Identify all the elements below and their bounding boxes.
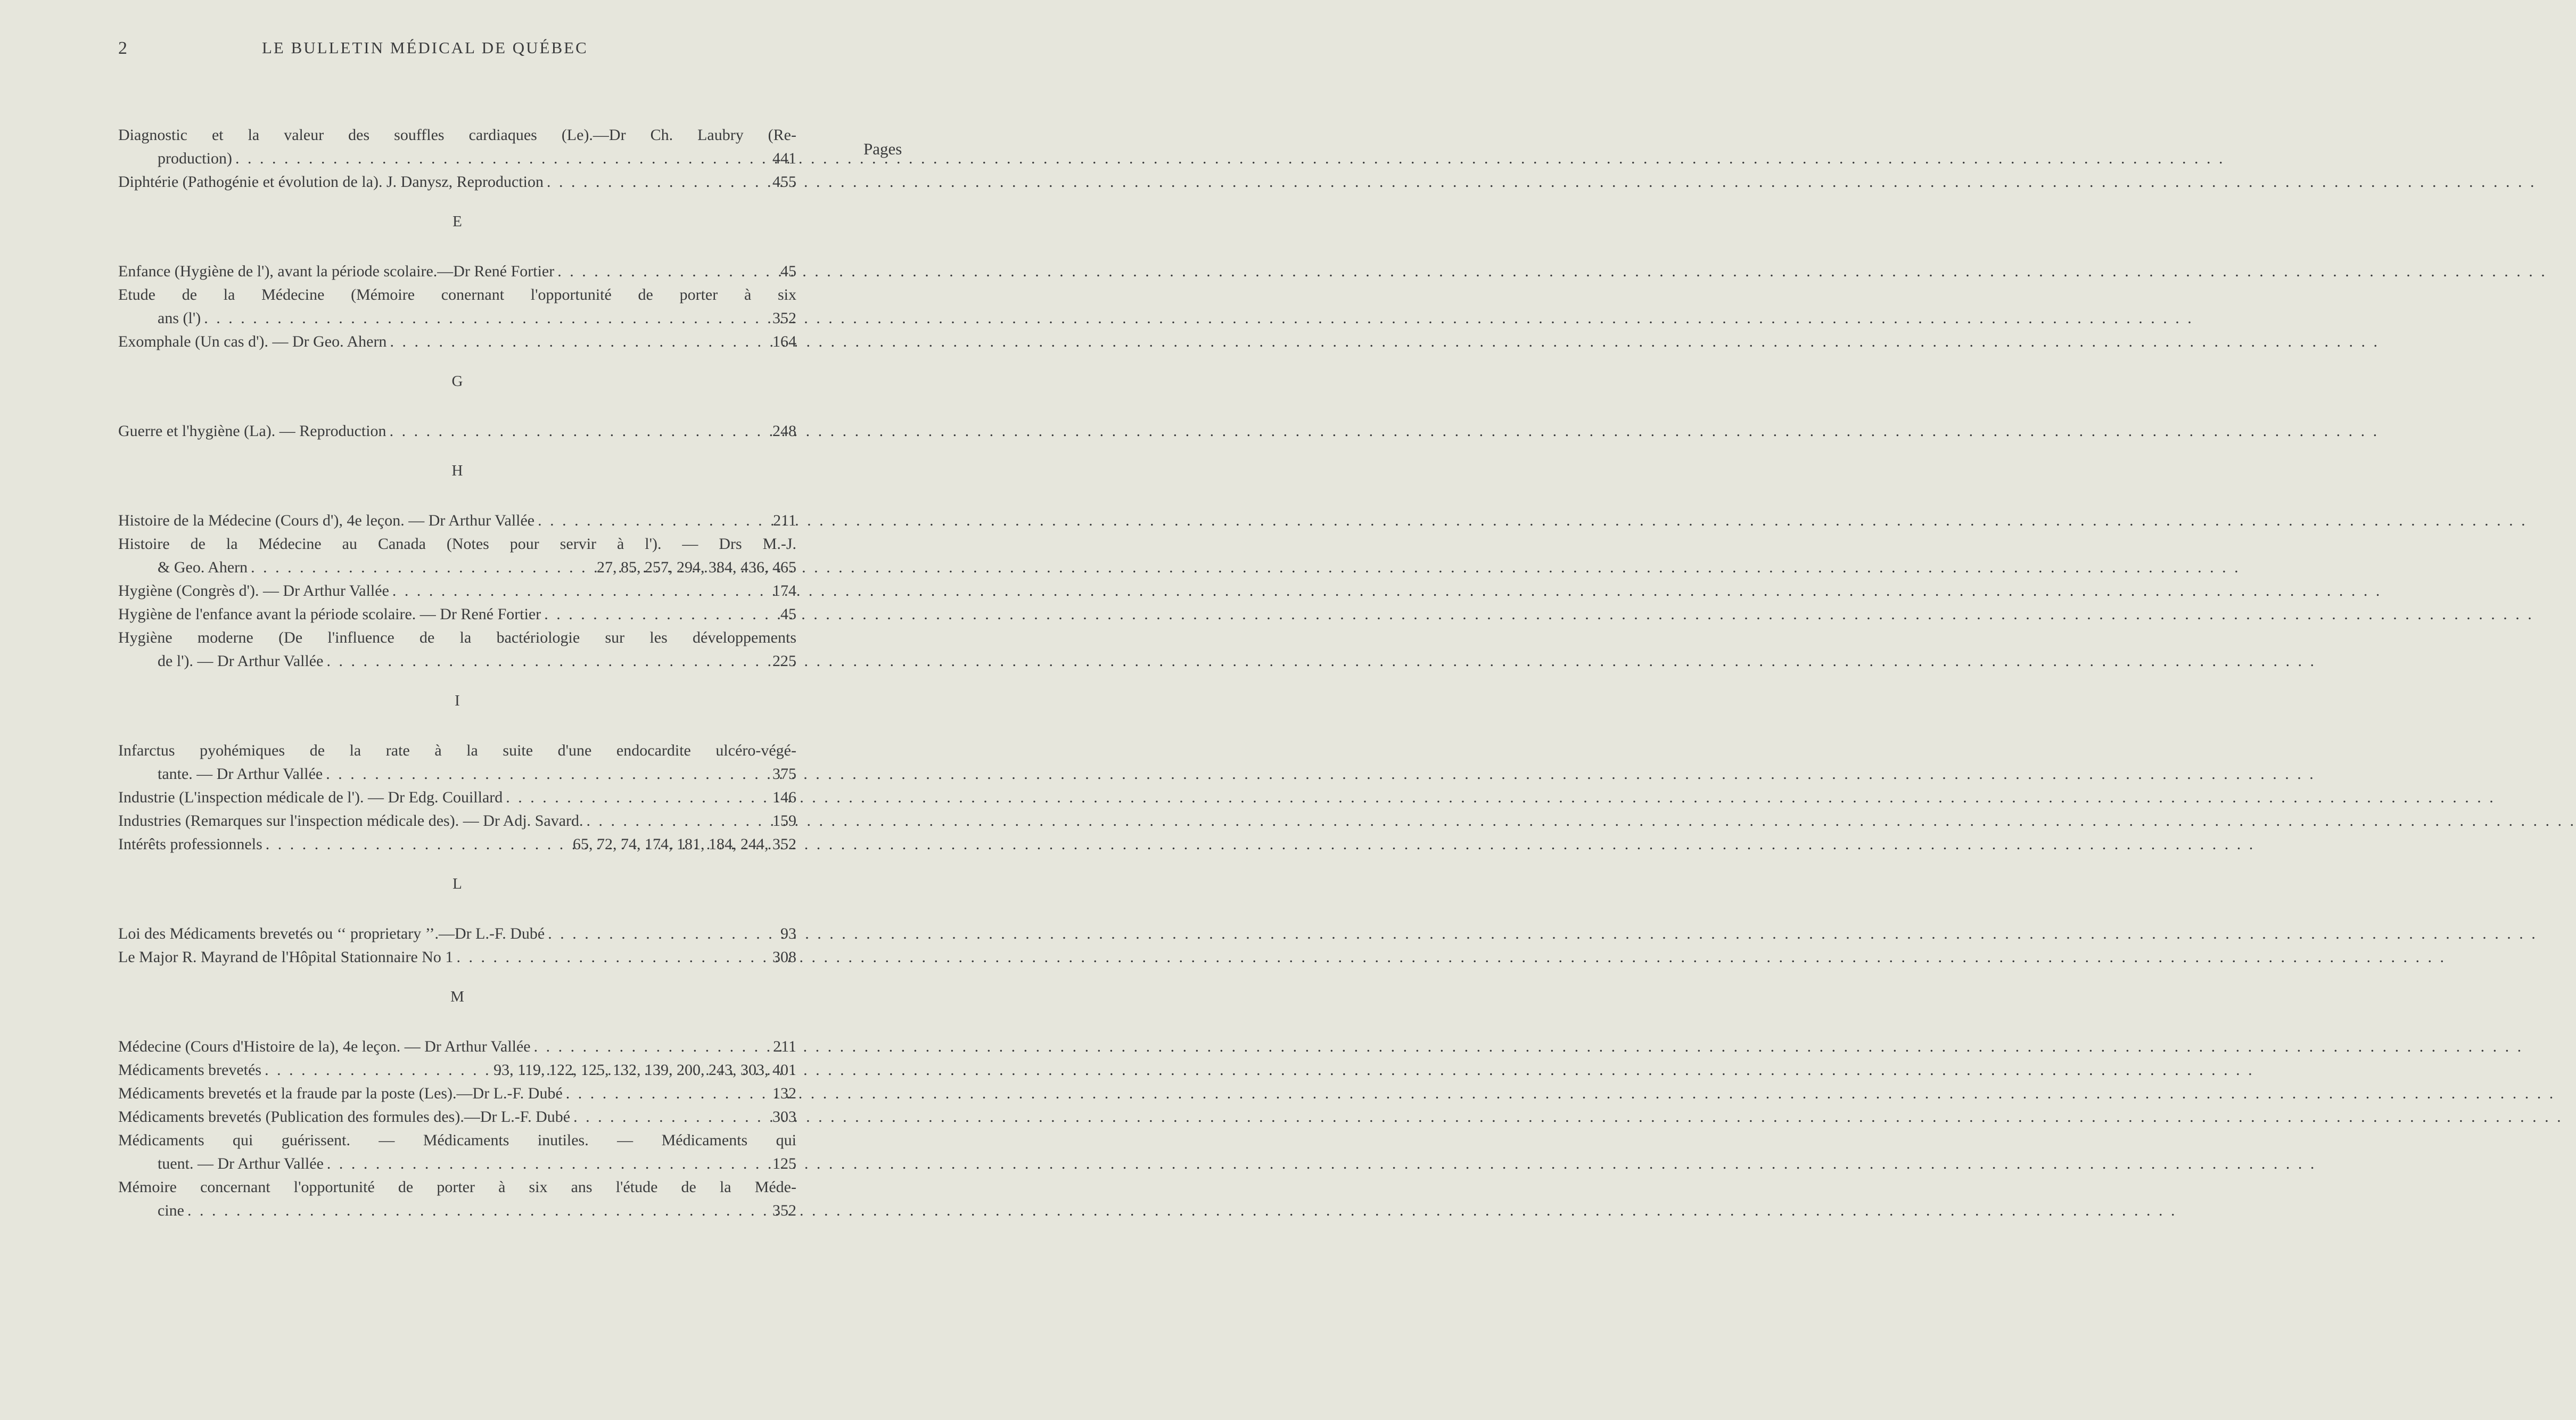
dot-leader bbox=[566, 1082, 769, 1105]
dot-leader bbox=[392, 579, 769, 603]
dot-leader bbox=[187, 1199, 769, 1222]
entry-text: Enfance (Hygiène de l'), avant la période scolaire.—Dr René Fortier bbox=[118, 262, 555, 280]
index-entry bbox=[118, 1082, 796, 1105]
index-entry bbox=[118, 509, 796, 532]
page-reference: 27, 85, 257, 294, 384, 436, 465 bbox=[597, 559, 796, 576]
dot-leader bbox=[547, 170, 769, 194]
page-reference: 441 bbox=[772, 150, 796, 167]
entry-text: Médicaments brevetés bbox=[118, 1061, 262, 1079]
index-entry bbox=[118, 946, 796, 969]
entry-text: Médicaments brevetés (Publication des formules des).—Dr L.-F. Dubé bbox=[118, 1108, 571, 1126]
index-entry bbox=[118, 603, 796, 626]
entry-line bbox=[118, 762, 796, 786]
dot-leader bbox=[326, 650, 769, 673]
entry-text: Histoire de la Médecine (Cours d'), 4e leçon. — Dr Arthur Vallée bbox=[118, 512, 535, 529]
entry-text: de l'). — Dr Arthur Vallée bbox=[158, 652, 324, 670]
dot-leader bbox=[266, 833, 570, 856]
page-reference: 146 bbox=[772, 789, 796, 806]
running-title: LE BULLETIN MÉDICAL DE QUÉBEC bbox=[262, 38, 588, 57]
entry-line bbox=[118, 1105, 796, 1129]
page-reference: 352 bbox=[772, 309, 796, 327]
index-entry bbox=[118, 922, 796, 946]
entry-text: Histoire de la Médecine au Canada (Notes pour servir à l'). — Drs M.-J. bbox=[118, 535, 796, 553]
page-reference: 225 bbox=[772, 652, 796, 670]
entry-text: Guerre et l'hygiène (La). — Reproduction bbox=[118, 422, 386, 440]
dot-leader bbox=[251, 556, 594, 579]
entry-line bbox=[118, 330, 796, 354]
index-entry bbox=[118, 420, 796, 443]
document-page bbox=[0, 0, 902, 1420]
index-entry bbox=[118, 260, 796, 283]
page-reference: 93, 119, 122, 125, 132, 139, 200, 243, 303, 401 bbox=[493, 1061, 796, 1079]
dot-leader bbox=[506, 786, 769, 809]
entry-text: tuent. — Dr Arthur Vallée bbox=[158, 1155, 324, 1172]
entry-text: Exomphale (Un cas d'). — Dr Geo. Ahern bbox=[118, 333, 387, 350]
entry-line bbox=[118, 260, 796, 283]
page-reference: 303 bbox=[772, 1108, 796, 1126]
page-reference: 65, 72, 74, 174, 181, 184, 244, 352 bbox=[573, 835, 796, 853]
index-entry bbox=[118, 124, 796, 170]
entry-text: Mémoire concernant l'opportunité de porter à six ans l'étude de la Méde- bbox=[118, 1178, 796, 1196]
entry-line bbox=[118, 556, 796, 579]
entry-text: Diagnostic et la valeur des souffles cardiaques (Le).—Dr Ch. Laubry (Re- bbox=[118, 126, 796, 144]
entry-line bbox=[118, 809, 796, 833]
section-letter: L bbox=[452, 875, 462, 892]
section-letter: E bbox=[452, 213, 462, 230]
section-letter: G bbox=[451, 373, 463, 390]
page-reference: 93 bbox=[780, 925, 796, 942]
entry-text: Loi des Médicaments brevetés ou ‘‘ proprietary ’’.—Dr L.-F. Dubé bbox=[118, 925, 545, 942]
page-reference: 132 bbox=[772, 1085, 796, 1102]
entry-line bbox=[118, 1058, 796, 1082]
entry-text: Intérêts professionnels bbox=[118, 835, 262, 853]
index-entry bbox=[118, 626, 796, 673]
dot-leader bbox=[326, 762, 769, 786]
entry-line bbox=[118, 946, 796, 969]
entry-text: Hygiène moderne (De l'influence de la bactériologie sur les développements bbox=[118, 629, 796, 646]
entry-text: cine bbox=[158, 1202, 184, 1219]
entry-text: Etude de la Médecine (Mémoire conernant l'opportunité de porter à six bbox=[118, 286, 796, 303]
page-reference: 174 bbox=[772, 582, 796, 600]
dot-leader bbox=[390, 420, 769, 443]
entry-line bbox=[118, 1152, 796, 1176]
page-reference: 211 bbox=[773, 512, 796, 529]
dot-leader bbox=[327, 1152, 769, 1176]
entry-text: Médicaments qui guérissent. — Médicaments inutiles. — Médicaments qui bbox=[118, 1131, 796, 1149]
page-reference: 45 bbox=[780, 605, 796, 623]
dot-leader bbox=[548, 922, 777, 946]
entry-line bbox=[118, 1035, 796, 1058]
page-reference: 164 bbox=[772, 333, 796, 350]
entry-text: Médecine (Cours d'Histoire de la), 4e leçon. — Dr Arthur Vallée bbox=[118, 1038, 531, 1055]
entry-line bbox=[118, 786, 796, 809]
dot-leader bbox=[538, 509, 770, 532]
index-entry bbox=[118, 739, 796, 786]
pages-column-label: Pages bbox=[863, 139, 902, 158]
entry-line bbox=[118, 420, 796, 443]
page-reference: 159 bbox=[772, 812, 796, 830]
entry-line bbox=[118, 579, 796, 603]
index-entry bbox=[118, 1176, 796, 1222]
entry-line bbox=[118, 307, 796, 330]
page-reference: 211 bbox=[773, 1038, 796, 1055]
entry-line bbox=[118, 509, 796, 532]
index-entry bbox=[118, 786, 796, 809]
dot-leader bbox=[557, 260, 777, 283]
entry-line bbox=[118, 170, 796, 194]
entry-text: Hygiène de l'enfance avant la période scolaire. — Dr René Fortier bbox=[118, 605, 541, 623]
index-entry bbox=[118, 283, 796, 330]
entry-text: tante. — Dr Arthur Vallée bbox=[158, 765, 323, 783]
index-entry bbox=[118, 1129, 796, 1176]
page-reference: 352 bbox=[772, 1202, 796, 1219]
entry-text: Industries (Remarques sur l'inspection médicale des). — Dr Adj. Savard. bbox=[118, 812, 583, 830]
index-entry bbox=[118, 809, 796, 833]
entry-text: Le Major R. Mayrand de l'Hôpital Stationnaire No 1 bbox=[118, 948, 454, 966]
entry-text: Hygiène (Congrès d'). — Dr Arthur Vallée bbox=[118, 582, 389, 600]
index-entry bbox=[118, 1035, 796, 1058]
index-entry bbox=[118, 330, 796, 354]
page-reference: 308 bbox=[772, 948, 796, 966]
dot-leader bbox=[587, 809, 769, 833]
section-letter: H bbox=[451, 462, 463, 479]
entry-text: ans (l') bbox=[158, 309, 201, 327]
page-reference: 45 bbox=[780, 262, 796, 280]
section-letter: M bbox=[450, 988, 464, 1005]
entry-line bbox=[118, 1082, 796, 1105]
index-entry bbox=[118, 170, 796, 194]
page-reference: 455 bbox=[772, 173, 796, 191]
index-entry bbox=[118, 1058, 796, 1082]
index-entry bbox=[118, 532, 796, 579]
entry-text: Industrie (L'inspection médicale de l'). — Dr Edg. Couillard bbox=[118, 789, 503, 806]
section-letter: I bbox=[455, 692, 460, 709]
entry-text: production) bbox=[158, 150, 232, 167]
entry-line bbox=[118, 147, 796, 170]
entry-line bbox=[118, 1199, 796, 1222]
entry-line bbox=[118, 603, 796, 626]
dot-leader bbox=[235, 147, 769, 170]
dot-leader bbox=[534, 1035, 770, 1058]
dot-leader bbox=[390, 330, 769, 354]
page-number: 2 bbox=[118, 38, 127, 58]
dot-leader bbox=[544, 603, 777, 626]
entry-line bbox=[118, 922, 796, 946]
index-list bbox=[118, 124, 796, 1222]
index-entry bbox=[118, 579, 796, 603]
entry-text: Diphtérie (Pathogénie et évolution de la). J. Danysz, Reproduction bbox=[118, 173, 544, 191]
entry-line bbox=[118, 833, 796, 856]
entry-text: Infarctus pyohémiques de la rate à la suite d'une endocardite ulcéro-végé- bbox=[118, 742, 796, 759]
index-entry bbox=[118, 1105, 796, 1129]
page-reference: 248 bbox=[772, 422, 796, 440]
dot-leader bbox=[456, 946, 769, 969]
dot-leader bbox=[573, 1105, 769, 1129]
entry-text: & Geo. Ahern bbox=[158, 559, 248, 576]
dot-leader bbox=[204, 307, 769, 330]
page-reference: 375 bbox=[772, 765, 796, 783]
index-entry bbox=[118, 833, 796, 856]
entry-line bbox=[118, 650, 796, 673]
dot-leader bbox=[265, 1058, 490, 1082]
entry-text: Médicaments brevetés et la fraude par la poste (Les).—Dr L.-F. Dubé bbox=[118, 1085, 563, 1102]
page-reference: 125 bbox=[772, 1155, 796, 1172]
